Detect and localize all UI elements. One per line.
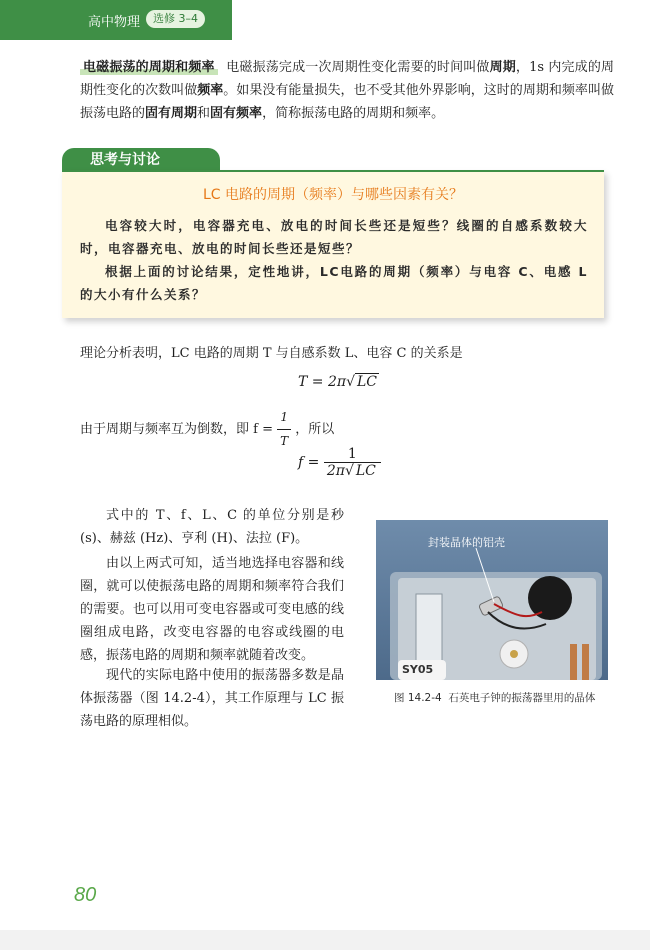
intro-text: 。如果没有能量损失，也不受其他外界影响，这时的周期和频率叫做振荡电路的	[80, 83, 614, 121]
frequency-denominator-radicand: LC	[355, 463, 376, 479]
page-number: 80	[74, 884, 97, 906]
discussion-question-2: 根据上面的讨论结果，定性地讲，LC电路的周期（频率）与电容 C、电感 L 的大小有什么关系？	[80, 264, 588, 302]
reciprocal-fraction	[277, 406, 291, 453]
frequency-denominator-prefix: 2π	[326, 463, 345, 479]
frequency-denominator: 2π√ LC	[326, 463, 376, 479]
period-formula-radicand: LC	[357, 374, 378, 390]
frequency-numerator: 1	[324, 446, 381, 463]
analysis-paragraph: 理论分析表明，LC 电路的周期 T 与自感系数 L、电容 C 的关系是	[80, 346, 463, 361]
figure-caption	[394, 690, 614, 705]
module-badge: 选修 3–4	[146, 10, 205, 28]
discussion-tab: 思考与讨论	[62, 148, 220, 172]
figure-number: 图 14.2-4	[394, 692, 442, 704]
reciprocal-denominator: T	[280, 434, 289, 448]
frequency-fraction	[324, 446, 381, 479]
period-formula: T = 2π√ LC	[298, 374, 378, 390]
reciprocal-numerator: 1	[277, 406, 291, 430]
term-frequency: 频率	[197, 83, 224, 98]
tuning-paragraph: 由以上两式可知，适当地选择电容器和线圈，就可以使振荡电路的周期和频率符合我们的需要。也可以用可变电容器或可变电感的线圈组成电路，改变电容器的电容或线圈的电感，振荡电路的周期和频率就随着改变。	[80, 556, 344, 663]
term-period: 周期	[489, 60, 516, 75]
battery-label: SY05	[402, 663, 434, 676]
header-band	[0, 0, 232, 40]
units-paragraph: 式中的 T、f、L、C 的单位分别是秒 (s)、赫兹 (Hz)、亨利 (H)、法拉 (F)。	[80, 508, 344, 546]
intro-text: ，简称振荡电路的周期和频率。	[262, 106, 445, 121]
period-formula-lhs: T = 2π	[298, 374, 347, 390]
reciprocal-text: 由于周期与频率互为倒数，即 f =	[80, 422, 273, 437]
course-title: 高中物理	[88, 15, 141, 30]
term-natural-frequency: 固有频率	[210, 106, 263, 121]
reciprocal-text: ，所以	[295, 422, 335, 437]
intro-text: 电磁振荡完成一次周期性变化需要的时间叫做	[226, 60, 490, 75]
frequency-formula-lhs: f =	[298, 454, 320, 471]
intro-text: ，1s 内完成的周期性变化的次数叫做	[80, 60, 614, 98]
discussion-question-1: 电容较大时，电容器充电、放电的时间长些还是短些？线圈的自感系数较大时，电容器充电、放电的时间长些还是短些？	[80, 218, 588, 256]
discussion-box	[62, 170, 604, 318]
crystal-paragraph: 现代的实际电路中使用的振荡器多数是晶体振荡器（图 14.2-4），其工作原理与 LC 振荡电路的原理相似。	[80, 668, 344, 729]
term-natural-period: 固有周期	[145, 106, 198, 121]
intro-paragraph	[80, 56, 614, 125]
aluminum-shell-annotation: 封装晶体的铝壳	[428, 536, 505, 549]
figure-caption-text: 石英电子钟的振荡器里用的晶体	[448, 692, 596, 704]
bottom-band	[0, 930, 650, 950]
intro-text: 和	[197, 106, 211, 121]
topic-title: 电磁振荡的周期和频率	[80, 60, 218, 75]
discussion-title: LC 电路的周期（频率）与哪些因素有关？	[202, 187, 464, 203]
frequency-formula	[298, 446, 381, 479]
crystal-clock-photo	[376, 520, 608, 680]
